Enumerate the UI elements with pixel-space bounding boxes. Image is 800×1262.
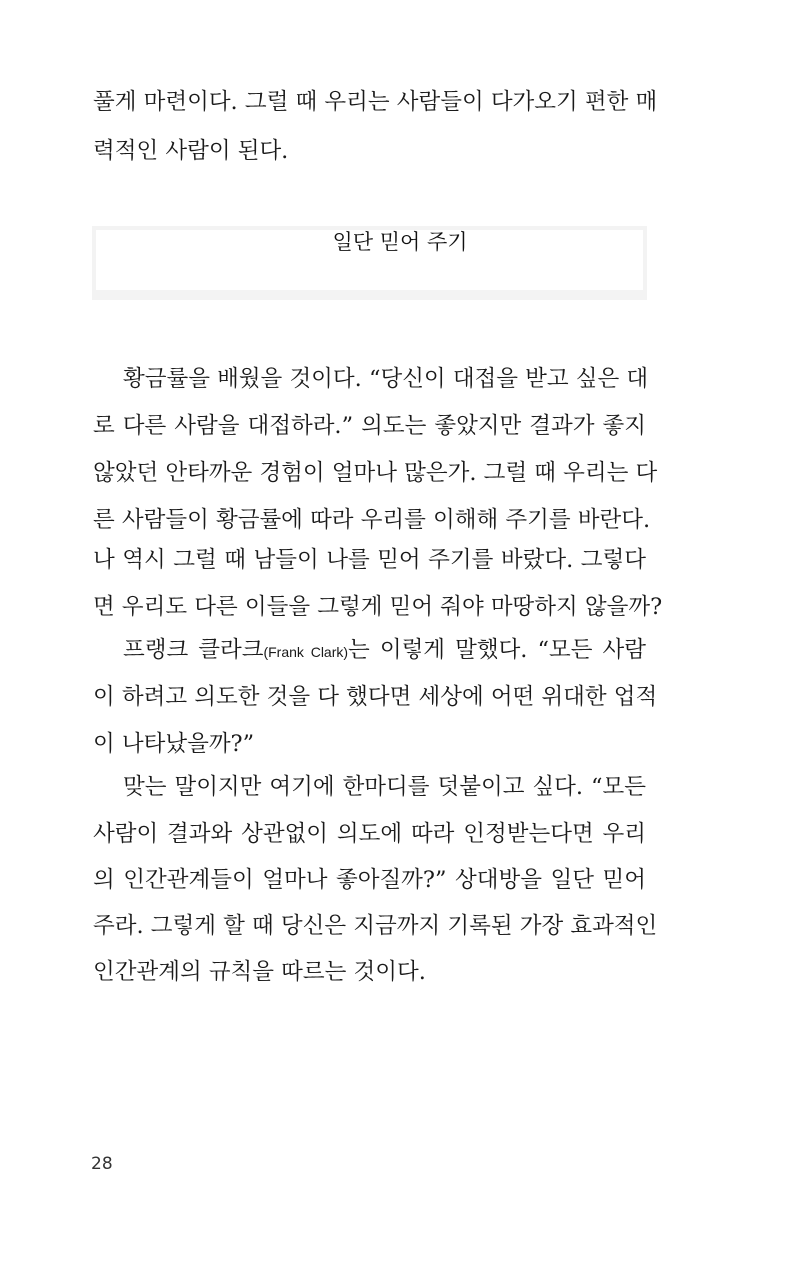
paragraph-3-line-5: 인간관계의 규칙을 따르는 것이다. <box>93 959 426 985</box>
section-title: 일단 믿어 주기 <box>332 230 468 254</box>
intro-line-1: 풀게 마련이다. 그럴 때 우리는 사람들이 다가오기 편한 매 <box>93 89 658 115</box>
paragraph-1-line-2: 로 다른 사람을 대접하라.” 의도는 좋았지만 결과가 좋지 <box>93 413 646 439</box>
quote-name-english: (Frank Clark) <box>263 644 349 660</box>
paragraph-3-line-3: 의 인간관계들이 얼마나 좋아질까?” 상대방을 일단 믿어 <box>93 867 646 893</box>
paragraph-3-line-2: 사람이 결과와 상관없이 의도에 따라 인정받는다면 우리 <box>93 821 646 847</box>
intro-line-2: 력적인 사람이 된다. <box>93 138 289 164</box>
paragraph-3-line-4: 주라. 그렇게 할 때 당신은 지금까지 기록된 가장 효과적인 <box>93 913 658 939</box>
paragraph-3-line-1: 맞는 말이지만 여기에 한마디를 덧붙이고 싶다. “모든 <box>123 774 646 800</box>
paragraph-1-line-3: 않았던 안타까운 경험이 얼마나 많은가. 그럴 때 우리는 다 <box>93 460 658 486</box>
paragraph-1-line-4: 른 사람들이 황금률에 따라 우리를 이해해 주기를 바란다. <box>93 507 651 533</box>
page-number: 28 <box>91 1154 113 1174</box>
paragraph-2-line-2: 이 하려고 의도한 것을 다 했다면 세상에 어떤 위대한 업적 <box>93 684 658 710</box>
paragraph-2-line-3: 이 나타났을까?” <box>93 731 255 757</box>
paragraph-1-line-1: 황금률을 배웠을 것이다. “당신이 대접을 받고 싶은 대 <box>123 366 649 392</box>
paragraph-2-line-1 <box>123 635 646 667</box>
paragraph-1-line-5: 나 역시 그럴 때 남들이 나를 믿어 주기를 바랐다. 그렇다 <box>93 547 646 573</box>
paragraph-1-line-6: 면 우리도 다른 이들을 그렇게 믿어 줘야 마땅하지 않을까? <box>93 594 663 620</box>
quote-name: 프랭크 클라크 <box>123 637 264 663</box>
paragraph-2-line-1-rest: 는 이렇게 말했다. “모든 사람 <box>348 637 646 663</box>
